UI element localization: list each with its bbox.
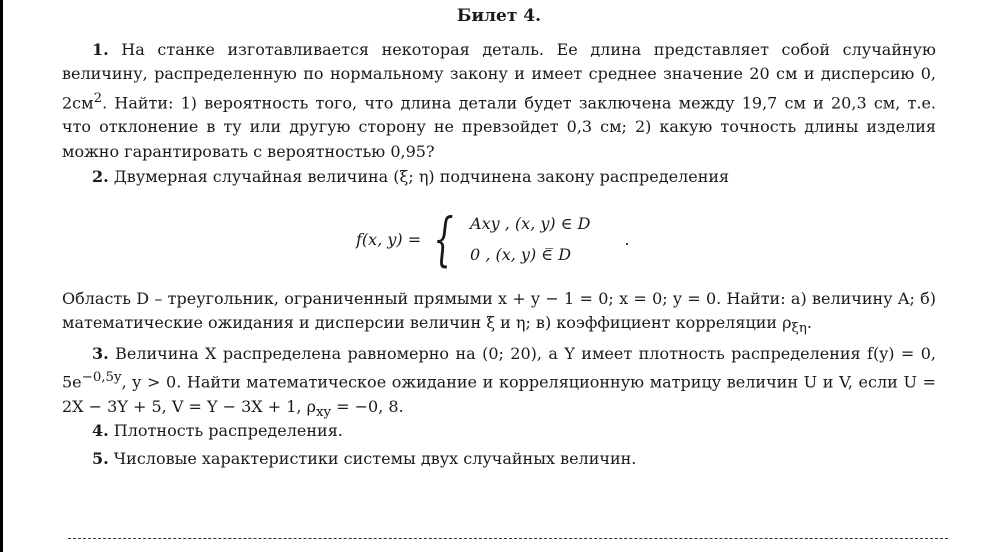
left-border — [0, 0, 3, 552]
problem-1-sup: 2 — [93, 90, 103, 106]
formula-cases — [470, 214, 590, 264]
problem-5-text: Числовые характеристики системы двух случайных величин. — [113, 449, 637, 468]
problem-3-sub: xy — [316, 405, 332, 421]
problem-2-cont-b: . — [806, 313, 812, 333]
problem-2-cont-sub: ξη — [791, 321, 807, 337]
ticket-title: Билет 4. — [456, 6, 542, 26]
problem-2-continuation — [62, 287, 936, 342]
problem-3 — [62, 342, 936, 425]
problem-3-sup: −0,5y — [81, 370, 122, 386]
problem-4-text: Плотность распределения. — [113, 421, 343, 440]
problem-4-number: 4. — [92, 421, 109, 440]
problem-3-text-b: , y > 0. Найти математическое ожидание и корреляционную матрицу величин U и V, если U = 2X − 3Y + 5, V = Y − 3X + 1, ρ — [62, 372, 936, 416]
problem-1-text-b: . Найти: 1) вероятность того, что длина детали будет заключена между 19,7 см и 20,3 см, т.е. что отклонение в ту или другую сторону не превзойдет 0,3 см; 2) какую точность длины изделия можно гарантировать с вероятностью 0,95? — [62, 92, 936, 161]
formula-brace: { — [433, 205, 454, 273]
problem-5-number: 5. — [92, 449, 109, 468]
problem-5 — [62, 447, 936, 471]
problem-1-text-a: На станке изготавливается некоторая деталь. Ее длина представляет собой случайную величину, распределенную по нормальному закону и имеет среднее значение 20 см и дисперсию 0, 2см — [62, 40, 936, 112]
cut-line — [68, 538, 948, 539]
problem-3-number: 3. — [92, 344, 109, 363]
problem-2 — [62, 165, 936, 189]
formula-lhs: f(x, y) = — [356, 229, 422, 249]
formula-case-1: Axy , (x, y) ∈ D — [470, 214, 591, 233]
problem-1-number: 1. — [92, 40, 109, 59]
formula-end: . — [624, 229, 630, 249]
distribution-formula — [356, 204, 630, 274]
problem-3-text-a: Величина X распределена равномерно на (0; 20), а Y имеет плотность распределения f(y) = 0, 5e — [62, 344, 936, 392]
problem-2-text: Двумерная случайная величина (ξ; η) подчинена закону распределения — [113, 167, 730, 186]
problem-3-text-c: = −0, 8. — [331, 396, 404, 416]
formula-case-2: 0 , (x, y) ∈̅ D — [470, 245, 572, 264]
problem-2-cont-a: Область D – треугольник, ограниченный прямыми x + y − 1 = 0; x = 0; y = 0. Найти: а) величину A; б) математические ожидания и дисперсии величин ξ и η; в) коэффициент корреляции ρ — [62, 289, 936, 333]
problem-2-number: 2. — [92, 167, 109, 186]
problem-1 — [62, 38, 936, 164]
problem-4 — [62, 419, 936, 443]
